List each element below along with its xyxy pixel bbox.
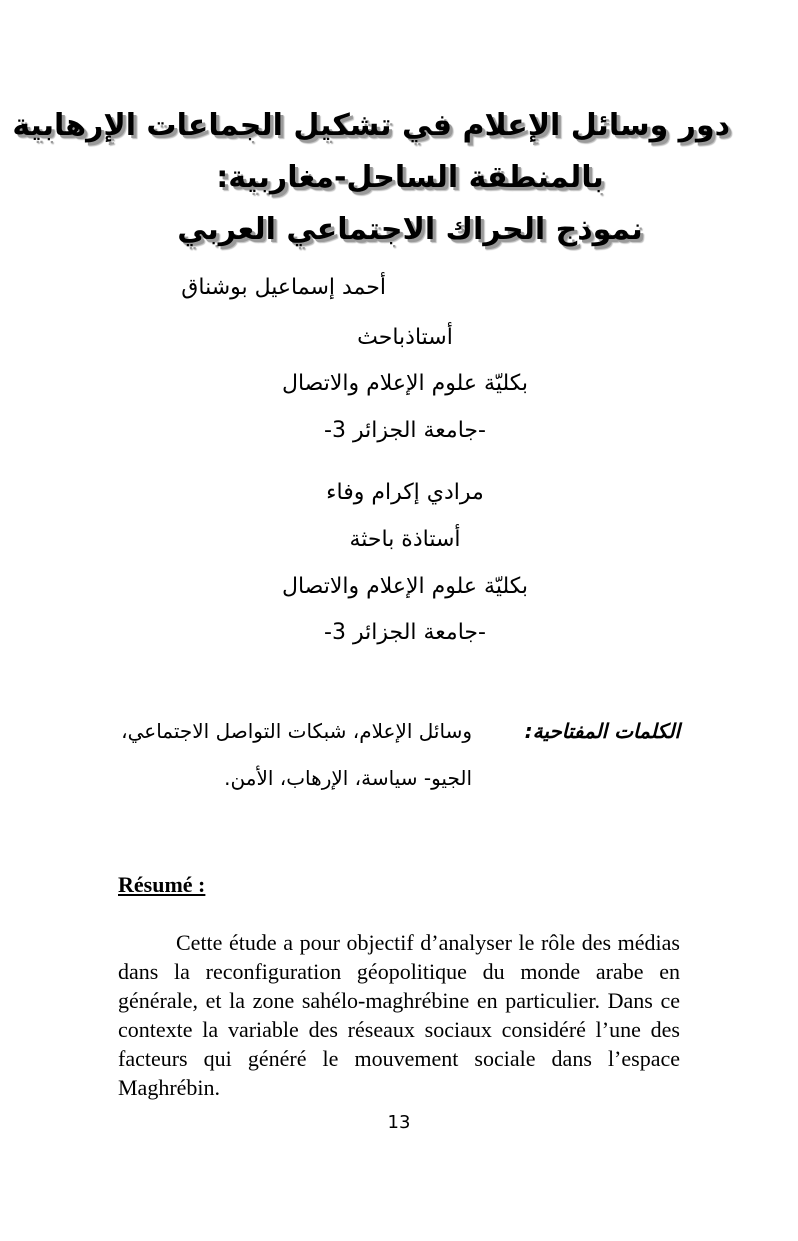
title-line-1: دور وسائل الإعلام في تشكيل الجماعات الإرهابية [12, 108, 730, 143]
author-2-position: أستاذة باحثة [349, 527, 461, 552]
author-1-faculty: بكليّة علوم الإعلام والاتصال [281, 371, 529, 396]
author-2-name: مرادي إكرام وفاء [326, 480, 484, 505]
author-2-faculty: بكليّة علوم الإعلام والاتصال [281, 574, 529, 599]
title-line-3: نموذج الحراك الاجتماعي العربي [177, 212, 643, 247]
resume-text: Cette étude a pour objectif d’analyser le rôle des médias dans la reconfiguration géopolitique du monde arabe en générale, et la zone sahélo-maghrébine en particulier. Dans ce contexte la variable des réseaux sociaux considéré l’une des facteurs qui généré le mouvement sociale dans l’espace Maghrébin. [118, 930, 680, 1100]
author-1-position: أستاذباحث [357, 325, 453, 350]
keywords-label: الكلمات المفتاحية: [524, 719, 680, 743]
resume-heading: Résumé : [118, 872, 206, 897]
author-1-name: أحمد إسماعيل بوشناق [181, 275, 386, 300]
article-title [12, 100, 730, 256]
author-2-university: -جامعة الجزائر 3- [324, 620, 486, 645]
page-number: 13 [387, 1112, 411, 1133]
keywords-text: وسائل الإعلام، شبكات التواصل الاجتماعي، الجيو- سياسة، الإرهاب، الأمن. [121, 719, 472, 790]
author-1-university: -جامعة الجزائر 3- [324, 418, 486, 443]
keywords-section [120, 708, 680, 802]
title-line-2: بالمنطقة الساحل-مغاربية: [216, 160, 604, 195]
